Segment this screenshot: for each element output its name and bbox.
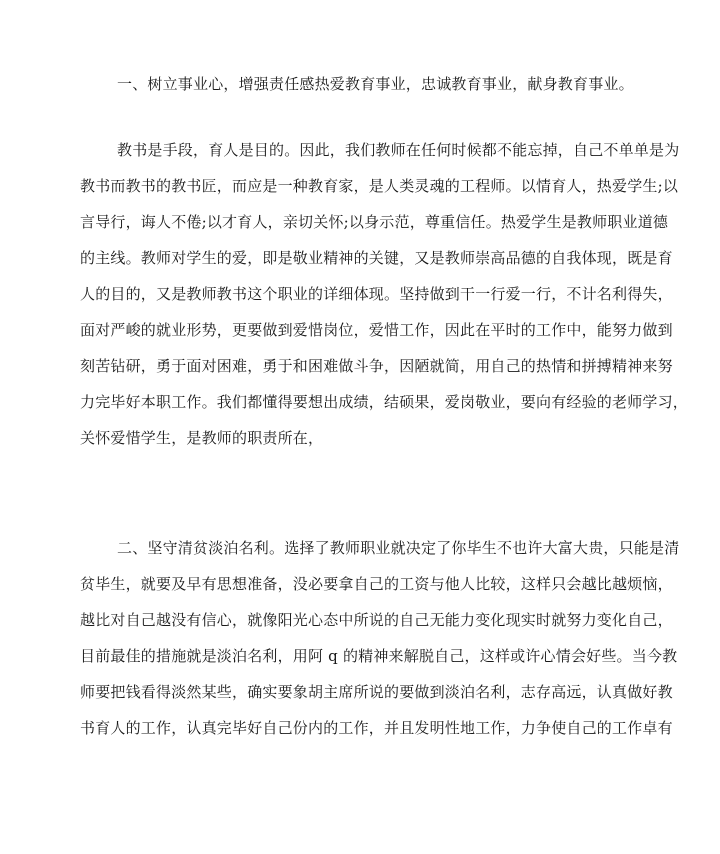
paragraph-line: 目前最佳的措施就是淡泊名利，用阿 q 的精神来解脱自己，这样或许心情会好些。当今教	[80, 647, 678, 665]
paragraph-line: 刻苦钻研，勇于面对困难，勇于和困难做斗争，因陋就简，用自己的热情和拼搏精神来努	[80, 357, 673, 375]
paragraph-2	[80, 530, 680, 746]
paragraph-line: 力完毕好本职工作。我们都懂得要想出成绩，结硕果，爱岗敬业，要向有经验的老师学习，	[80, 393, 689, 411]
paragraph-line: 师要把钱看得淡然某些，确实要象胡主席所说的要做到淡泊名利，志存高远，认真做好教	[80, 683, 673, 701]
paragraph-1	[80, 132, 689, 456]
paragraph-line: 言导行，诲人不倦;以才育人，亲切关怀;以身示范，尊重信任。热爱学生是教师职业道德	[80, 213, 669, 231]
paragraph-line: 教书是手段，育人是目的。因此，我们教师在任何时候都不能忘掉，自己不单单是为	[117, 141, 680, 159]
paragraph-line: 越比对自己越没有信心，就像阳光心态中所说的自己无能力变化现实时就努力变化自己，	[80, 611, 673, 629]
paragraph-line: 贫毕生，就要及早有思想准备，没必要拿自己的工资与他人比较，这样只会越比越烦恼，	[80, 575, 673, 593]
section-heading-1	[80, 66, 660, 102]
paragraph-line: 教书而教书的教书匠，而应是一种教育家，是人类灵魂的工程师。以情育人，热爱学生;以	[80, 177, 679, 195]
paragraph-line: 书育人的工作，认真完毕好自己份内的工作，并且发明性地工作，力争使自己的工作卓有	[80, 719, 673, 737]
paragraph-line: 关怀爱惜学生，是教师的职责所在，	[80, 429, 324, 447]
heading-text: 一、树立事业心，增强责任感热爱教育事业，忠诚教育事业，献身教育事业。	[117, 75, 634, 93]
paragraph-line: 二、坚守清贫淡泊名利。选择了教师职业就决定了你毕生不也许大富大贵，只能是清	[117, 539, 680, 557]
paragraph-line: 人的目的，又是教师教书这个职业的详细体现。坚持做到干一行爱一行，不计名利得失，	[80, 285, 673, 303]
paragraph-line: 面对严峻的就业形势，更要做到爱惜岗位，爱惜工作，因此在平时的工作中，能努力做到	[80, 321, 673, 339]
paragraph-line: 的主线。教师对学生的爱，即是敬业精神的关键，又是教师崇高品德的自我体现，既是育	[80, 249, 673, 267]
